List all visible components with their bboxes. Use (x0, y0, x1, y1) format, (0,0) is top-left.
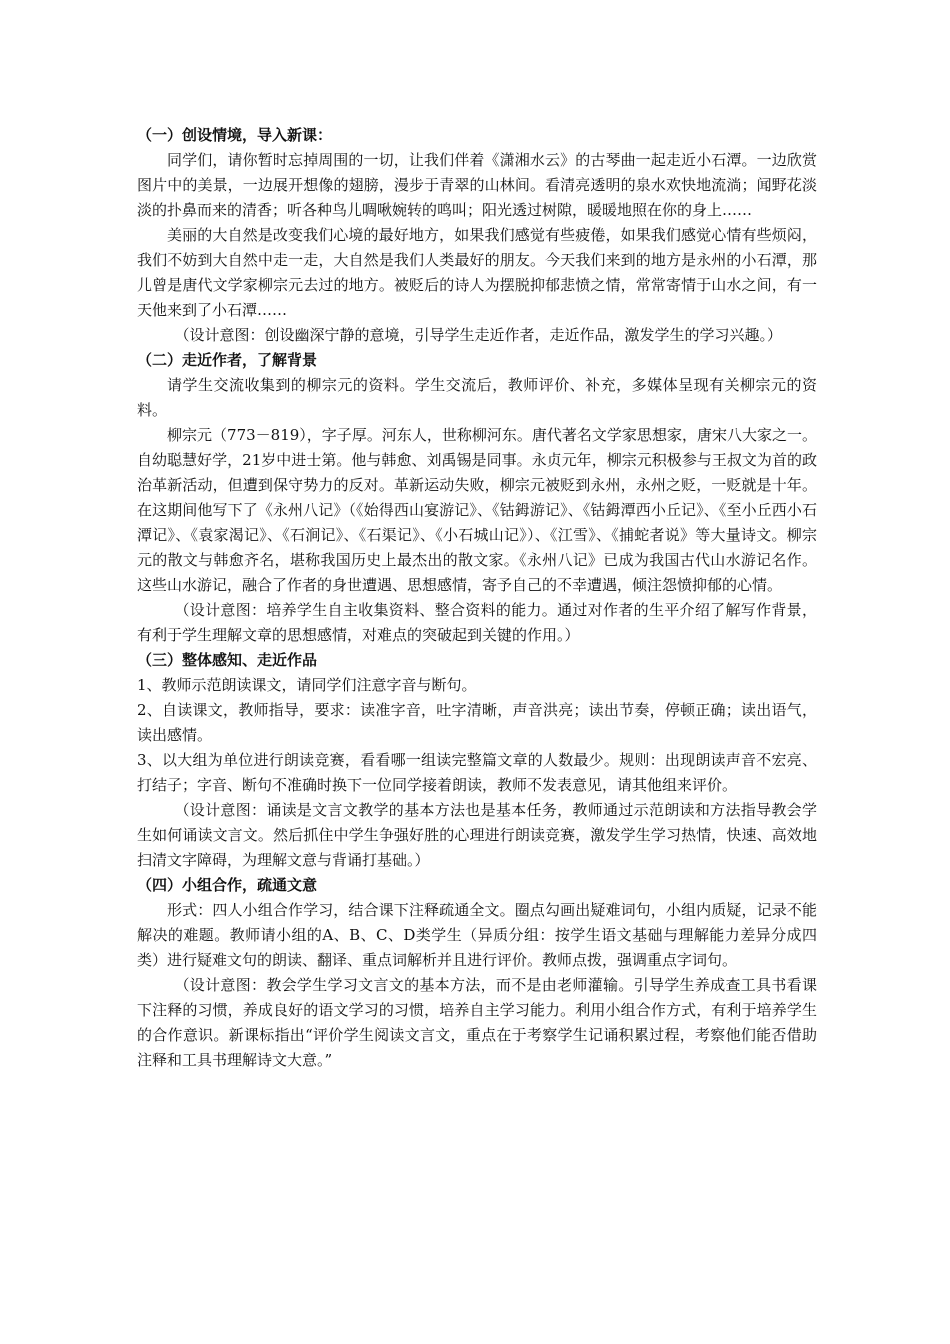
design-intent-paragraph: （设计意图：教会学生学习文言文的基本方法，而不是由老师灌输。引导学生养成查工具书看课下注释的习惯，养成良好的语文学习的习惯，培养自主学习能力。利用小组合作方式，有利于培养学生的合作意识。新课标指出“评价学生阅读文言文，重点在于考察学生记诵积累过程，考察他们能否借助注释和工具书理解诗文大意。” (137, 976, 817, 1069)
list-item: 3、以大组为单位进行朗读竞赛，看看哪一组读完整篇文章的人数最少。规则：出现朗读声音不宏亮、打结子；字音、断句不准确时换下一位同学接着朗读，教师不发表意见，请其他组来评价。 (137, 751, 817, 794)
section-heading: （三）整体感知、走近作品 (137, 651, 318, 669)
section-3 (137, 648, 817, 873)
body-paragraph: 形式：四人小组合作学习，结合课下注释疏通全文。圈点勾画出疑难词句，小组内质疑，记录不能解决的难题。教师请小组的A、B、C、D类学生（异质分组：按学生语文基础与理解能力差异分成四类）进行疑难文句的朗读、翻译、重点词解析并且进行评价。教师点拨，强调重点字词句。 (137, 901, 817, 969)
body-paragraph: 美丽的大自然是改变我们心境的最好地方，如果我们感觉有些疲倦，如果我们感觉心情有些烦闷，我们不妨到大自然中走一走，大自然是我们人类最好的朋友。今天我们来到的地方是永州的小石潭，那儿曾是唐代文学家柳宗元去过的地方。被贬后的诗人为摆脱抑郁悲愤之情，常常寄情于山水之间，有一天他来到了小石潭…… (137, 226, 817, 319)
body-paragraph: 柳宗元（773－819），字子厚。河东人，世称柳河东。唐代著名文学家思想家，唐宋八大家之一。自幼聪慧好学，21岁中进士第。他与韩愈、刘禹锡是同事。永贞元年，柳宗元积极参与王叔文为首的政治革新活动，但遭到保守势力的反对。革新运动失败，柳宗元被贬到永州，永州之贬，一贬就是十年。在这期间他写下了《永州八记》（《始得西山宴游记》、《钴鉧游记》、《钴鉧潭西小丘记》、《至小丘西小石潭记》、《袁家渴记》、《石涧记》、《石渠记》、《小石城山记》）、《江雪》、《捕蛇者说》等大量诗文。柳宗元的散文与韩愈齐名，堪称我国历史上最杰出的散文家。《永州八记》已成为我国古代山水游记名作。这些山水游记，融合了作者的身世遭遇、思想感情，寄予自己的不幸遭遇，倾注怨愤抑郁的心情。 (137, 426, 817, 594)
list-item: 2、自读课文，教师指导，要求：读准字音，吐字清晰，声音洪亮；读出节奏，停顿正确；读出语气，读出感情。 (137, 701, 817, 744)
body-paragraph: 同学们，请你暂时忘掉周围的一切，让我们伴着《潇湘水云》的古琴曲一起走近小石潭。一边欣赏图片中的美景，一边展开想像的翅膀，漫步于青翠的山林间。看清亮透明的泉水欢快地流淌；闻野花淡淡的扑鼻而来的清香；听各种鸟儿啁啾婉转的鸣叫；阳光透过树隙，暖暖地照在你的身上…… (137, 151, 817, 219)
section-heading: （四）小组合作，疏通文意 (137, 876, 318, 894)
design-intent-paragraph: （设计意图：诵读是文言文教学的基本方法也是基本任务，教师通过示范朗读和方法指导教会学生如何诵读文言文。然后抓住中学生争强好胜的心理进行朗读竞赛，激发学生学习热情，快速、高效地扫清文字障碍，为理解文意与背诵打基础。） (137, 801, 817, 869)
design-intent-paragraph: （设计意图：创设幽深宁静的意境，引导学生走近作者，走近作品，激发学生的学习兴趣。） (174, 326, 783, 344)
section-2 (137, 348, 817, 648)
section-heading: （二）走近作者，了解背景 (137, 351, 318, 369)
body-paragraph: 请学生交流收集到的柳宗元的资料。学生交流后，教师评价、补充，多媒体呈现有关柳宗元的资料。 (137, 376, 817, 419)
design-intent-paragraph: （设计意图：培养学生自主收集资料、整合资料的能力。通过对作者的生平介绍了解写作背景，有利于学生理解文章的思想感情，对难点的突破起到关键的作用。） (137, 601, 817, 644)
section-4 (137, 873, 817, 1073)
list-item: 1、教师示范朗读课文，请同学们注意字音与断句。 (137, 676, 477, 694)
document-page (137, 123, 817, 1073)
section-heading: （一）创设情境，导入新课： (137, 126, 333, 144)
section-1 (137, 123, 817, 348)
